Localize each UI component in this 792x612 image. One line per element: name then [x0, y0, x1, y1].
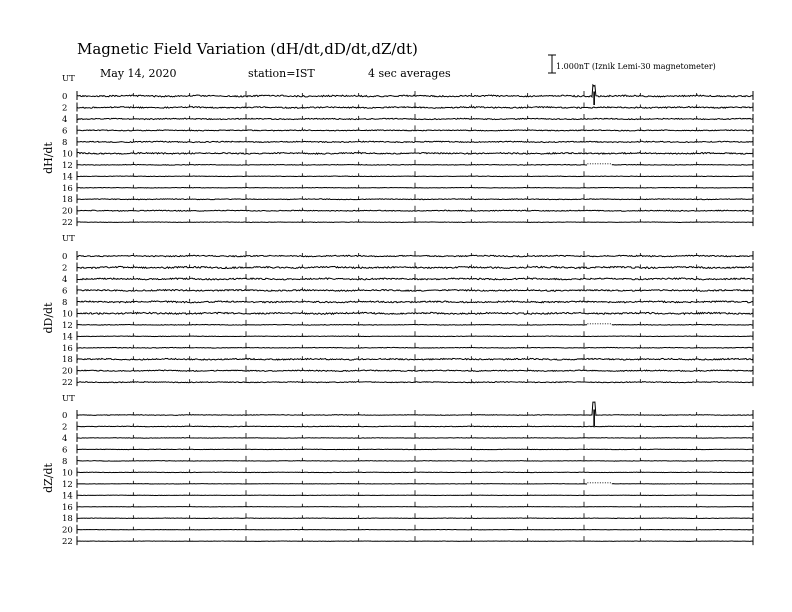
row-hour-label: 18 — [62, 514, 73, 525]
trace-line — [77, 347, 753, 348]
trace-row — [62, 354, 753, 365]
row-hour-label: 6 — [62, 126, 68, 137]
row-hour-label: 2 — [62, 103, 68, 114]
trace-line — [77, 130, 753, 131]
trace-row — [62, 490, 753, 501]
panel-ylabel: dH/dt — [42, 142, 55, 174]
trace-row — [62, 125, 753, 136]
panel-ylabel: dD/dt — [42, 302, 55, 334]
ut-label: UT — [62, 74, 75, 84]
trace-row — [62, 297, 753, 308]
row-hour-label: 18 — [62, 195, 73, 206]
row-hour-label: 16 — [62, 502, 73, 513]
row-hour-label: 20 — [62, 525, 73, 536]
row-hour-label: 14 — [62, 332, 73, 343]
averaging-label: 4 sec averages — [368, 67, 451, 80]
trace-line — [77, 336, 753, 337]
panels-group — [42, 74, 753, 547]
trace-row — [62, 479, 753, 490]
trace-row — [62, 114, 753, 125]
panel-ylabel: dZ/dt — [42, 463, 55, 493]
trace-line — [77, 176, 753, 177]
row-hour-label: 0 — [62, 252, 68, 262]
trace-row — [62, 444, 753, 455]
row-hour-label: 22 — [62, 378, 73, 389]
trace-line — [77, 324, 587, 325]
row-hour-label: 4 — [62, 433, 68, 444]
trace-row — [62, 421, 753, 432]
scale-bar-label: 1.000nT (Iznik Lemi-30 magnetometer) — [556, 62, 716, 71]
row-hour-label: 18 — [62, 355, 73, 366]
row-hour-label: 10 — [62, 468, 73, 479]
row-hour-label: 8 — [62, 456, 68, 467]
trace-line — [77, 255, 753, 257]
trace-row — [62, 148, 753, 159]
trace-line — [77, 222, 753, 223]
trace-row — [62, 331, 753, 342]
trace-line — [77, 141, 753, 142]
row-hour-label: 14 — [62, 172, 73, 183]
trace-line — [77, 438, 753, 439]
row-hour-label: 20 — [62, 206, 73, 217]
trace-line — [77, 449, 753, 450]
trace-line — [77, 187, 753, 188]
trace-row — [62, 274, 753, 285]
trace-row — [62, 377, 753, 388]
trace-row — [62, 137, 753, 148]
station-label: station=IST — [248, 67, 315, 80]
trace-row — [62, 320, 753, 331]
trace-row — [62, 308, 753, 319]
row-hour-label: 8 — [62, 137, 68, 148]
row-hour-label: 22 — [62, 537, 73, 548]
row-hour-label: 2 — [62, 422, 68, 433]
trace-row — [62, 160, 753, 171]
row-hour-label: 10 — [62, 309, 73, 320]
ut-label: UT — [62, 394, 75, 404]
row-hour-label: 2 — [62, 263, 68, 274]
trace-row — [62, 285, 753, 296]
trace-row — [62, 171, 753, 182]
trace-line — [612, 324, 753, 325]
row-hour-label: 16 — [62, 343, 73, 354]
scale-bar — [548, 55, 716, 73]
row-hour-label: 22 — [62, 218, 73, 229]
trace-row — [62, 433, 753, 444]
row-hour-label: 12 — [62, 479, 73, 490]
row-hour-label: 10 — [62, 149, 73, 160]
trace-line — [77, 164, 587, 165]
trace-line — [77, 312, 753, 314]
trace-row — [62, 536, 753, 547]
panel-2 — [42, 234, 753, 388]
panel-3 — [42, 394, 753, 547]
chart-title: Magnetic Field Variation (dH/dt,dD/dt,dZ/dt) — [77, 40, 418, 58]
panel-1 — [42, 74, 753, 228]
date-label: May 14, 2020 — [100, 67, 177, 80]
trace-row — [62, 525, 753, 536]
trace-row — [62, 513, 753, 524]
row-hour-label: 0 — [62, 92, 68, 102]
row-hour-label: 16 — [62, 183, 73, 194]
trace-row — [62, 206, 753, 217]
row-hour-label: 6 — [62, 286, 68, 297]
trace-row — [62, 502, 753, 513]
trace-row — [62, 102, 753, 113]
trace-line — [77, 472, 753, 473]
row-hour-label: 6 — [62, 445, 68, 456]
row-hour-label: 14 — [62, 491, 73, 502]
trace-line — [77, 152, 753, 154]
trace-row — [62, 456, 753, 467]
row-hour-label: 4 — [62, 114, 68, 125]
trace-line — [77, 301, 753, 303]
row-hour-label: 12 — [62, 320, 73, 331]
trace-line — [612, 164, 753, 165]
row-hour-label: 8 — [62, 297, 68, 308]
trace-line — [77, 426, 753, 427]
row-hour-label: 12 — [62, 160, 73, 171]
trace-row — [62, 183, 753, 194]
trace-row — [62, 366, 753, 377]
ut-label: UT — [62, 234, 75, 244]
trace-line — [77, 461, 753, 462]
row-hour-label: 0 — [62, 411, 68, 421]
row-hour-label: 20 — [62, 366, 73, 377]
row-hour-label: 4 — [62, 274, 68, 285]
trace-row — [62, 85, 753, 105]
trace-row — [62, 262, 753, 273]
trace-row — [62, 217, 753, 228]
trace-row — [62, 194, 753, 205]
trace-row — [62, 467, 753, 478]
trace-row — [62, 343, 753, 354]
trace-line — [77, 518, 753, 519]
trace-row — [62, 402, 753, 426]
trace-row — [62, 251, 753, 262]
